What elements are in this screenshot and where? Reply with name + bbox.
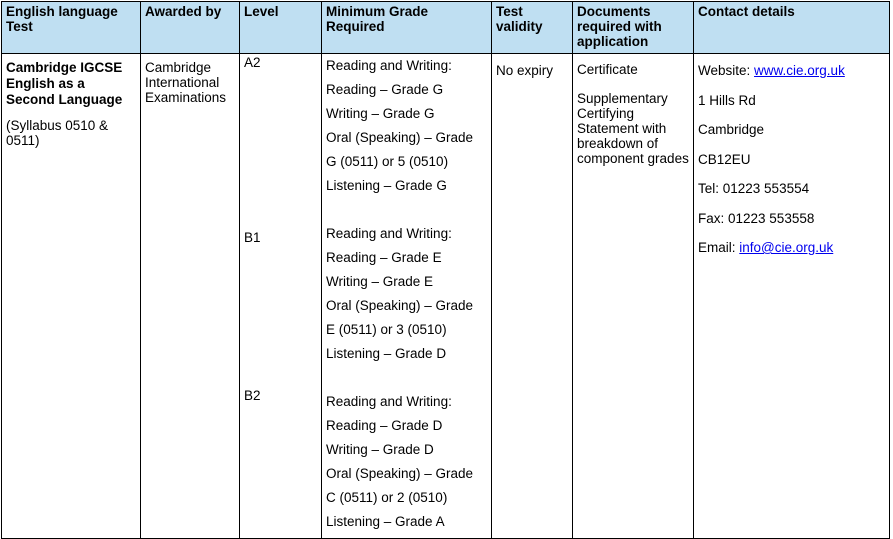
oral-grade-line2: E (0511) or 3 (0510) <box>326 322 447 337</box>
cell-test <box>2 54 141 539</box>
cell-contact <box>694 54 890 539</box>
header-min-grade: Minimum Grade Required <box>322 2 492 54</box>
writing-grade: Writing – Grade D <box>326 442 434 457</box>
oral-grade-line1: Oral (Speaking) – Grade <box>326 130 474 145</box>
contact-website <box>698 63 885 79</box>
table-header-row <box>2 2 890 54</box>
cell-validity <box>492 54 573 539</box>
writing-grade: Writing – Grade E <box>326 274 434 289</box>
reading-grade: Reading – Grade D <box>326 418 443 433</box>
language-requirements-table <box>1 1 890 539</box>
website-label: Website: <box>698 63 755 78</box>
oral-grade-line2: G (0511) or 5 (0510) <box>326 154 449 169</box>
contact-email <box>698 240 885 256</box>
grade-block-a2 <box>326 54 487 198</box>
email-link[interactable]: info@cie.org.uk <box>739 240 834 255</box>
header-level: Level <box>240 2 322 54</box>
website-link[interactable]: www.cie.org.uk <box>754 63 845 78</box>
header-validity: Test validity <box>492 2 573 54</box>
document-certificate: Certificate <box>577 62 638 77</box>
reading-grade: Reading – Grade E <box>326 250 442 265</box>
grade-block-b1 <box>326 222 487 366</box>
contact-fax: Fax: 01223 553558 <box>698 210 815 226</box>
cell-levels <box>240 54 322 539</box>
header-test: English language Test <box>2 2 141 54</box>
listening-grade: Listening – Grade G <box>326 178 447 193</box>
listening-grade: Listening – Grade A <box>326 514 445 529</box>
contact-tel: Tel: 01223 553554 <box>698 181 810 196</box>
header-awarded-by: Awarded by <box>141 2 240 54</box>
cell-min-grades <box>322 54 492 539</box>
header-documents: Documents required with application <box>573 2 694 54</box>
level-a2: A2 <box>244 55 261 70</box>
test-name: Cambridge IGCSE English as a Second Language <box>6 60 123 107</box>
syllabus-note: (Syllabus 0510 & 0511) <box>6 118 109 148</box>
grade-block-b2 <box>326 390 487 534</box>
oral-grade-line1: Oral (Speaking) – Grade <box>326 298 474 313</box>
cell-awarded-by <box>141 54 240 539</box>
listening-grade: Listening – Grade D <box>326 346 447 361</box>
validity-text: No expiry <box>496 63 554 78</box>
awarding-body: Cambridge International Examinations <box>145 60 227 105</box>
oral-grade-line1: Oral (Speaking) – Grade <box>326 466 474 481</box>
rw-heading: Reading and Writing: <box>326 58 452 73</box>
writing-grade: Writing – Grade G <box>326 106 435 121</box>
contact-postcode: CB12EU <box>698 151 751 167</box>
document-supplementary: Supplementary Certifying Statement with breakdown of component grades <box>577 91 689 166</box>
contact-address-1: 1 Hills Rd <box>698 92 756 108</box>
cell-documents <box>573 54 694 539</box>
contact-address-2: Cambridge <box>698 122 765 137</box>
email-label: Email: <box>698 240 740 255</box>
level-b1: B1 <box>244 230 261 245</box>
oral-grade-line2: C (0511) or 2 (0510) <box>326 490 448 505</box>
table-row <box>2 54 890 539</box>
rw-heading: Reading and Writing: <box>326 394 452 409</box>
rw-heading: Reading and Writing: <box>326 226 452 241</box>
reading-grade: Reading – Grade G <box>326 82 444 97</box>
level-b2: B2 <box>244 388 261 403</box>
header-contact: Contact details <box>694 2 890 54</box>
